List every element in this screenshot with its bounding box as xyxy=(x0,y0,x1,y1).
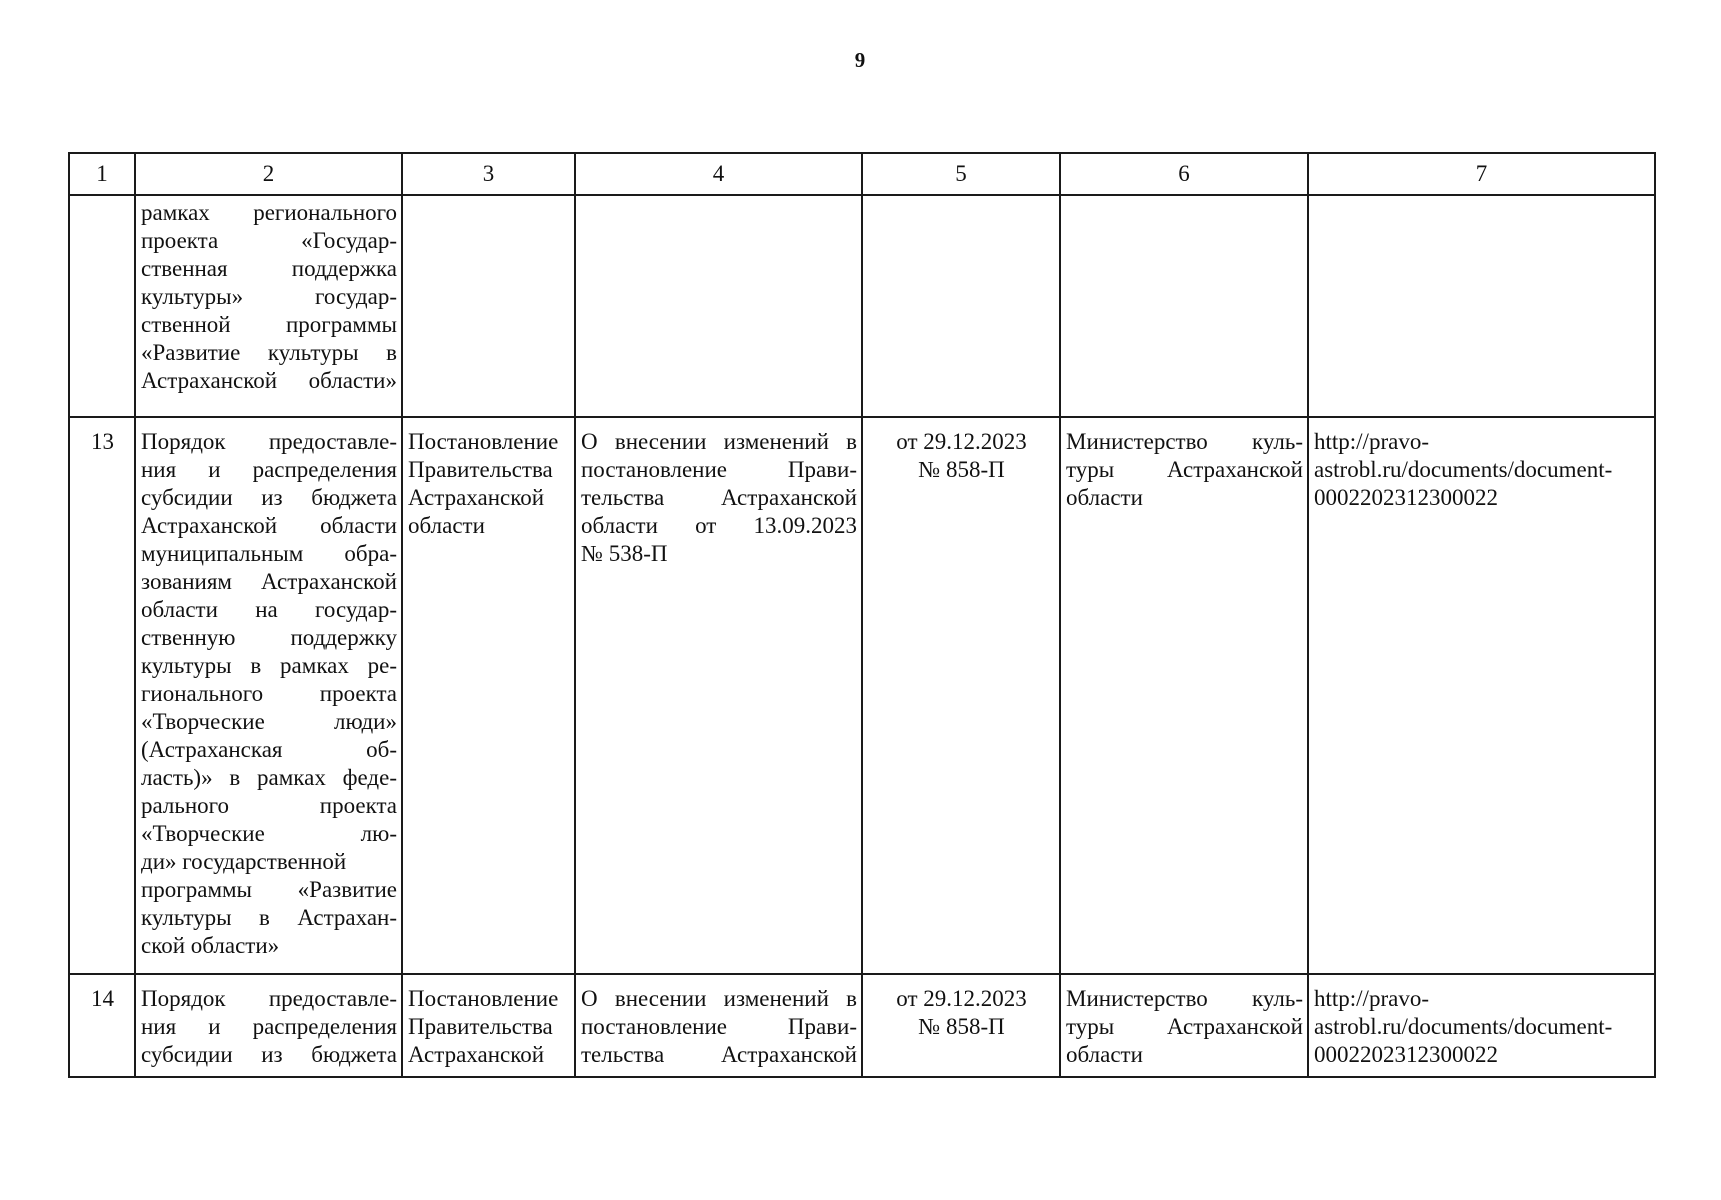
text-line: 0002202312300022 xyxy=(1314,1042,1498,1067)
act-link-cell xyxy=(1308,417,1655,974)
act-change-cell xyxy=(575,974,862,1077)
text-line: туры Астраханской xyxy=(1066,1014,1303,1039)
text-line: Порядок предоставле- xyxy=(141,986,397,1011)
text-line: постановление Прави- xyxy=(581,1014,857,1039)
text-line: области от 13.09.2023 xyxy=(581,513,857,538)
text-line: № 858-П xyxy=(918,457,1005,482)
act-date-cell xyxy=(862,195,1060,417)
text-line: О внесении изменений в xyxy=(581,429,857,454)
text-line: Порядок предоставле- xyxy=(141,429,397,454)
act-title-cell xyxy=(135,195,402,417)
act-title-cell xyxy=(135,974,402,1077)
text-line: субсидии из бюджета xyxy=(141,485,397,510)
text-line: от 29.12.2023 xyxy=(896,429,1027,454)
text-line: Астраханской области» xyxy=(141,368,397,393)
text-line: проекта «Государ- xyxy=(141,228,397,253)
text-line: гионального проекта xyxy=(141,681,397,706)
act-type-cell xyxy=(402,974,575,1077)
text-line: культуры в рамках ре- xyxy=(141,653,397,678)
row-number-cell xyxy=(69,195,135,417)
text-line: области на государ- xyxy=(141,597,397,622)
header-cell-3: 3 xyxy=(402,153,575,195)
text-line: рамках регионального xyxy=(141,200,397,225)
text-line: ди» государственной xyxy=(141,849,347,874)
act-date-cell xyxy=(862,974,1060,1077)
text-line: http://pravo- xyxy=(1314,429,1429,454)
text-line: субсидии из бюджета xyxy=(141,1042,397,1067)
text-line: ственная поддержка xyxy=(141,256,397,281)
text-line: муниципальным обра- xyxy=(141,541,397,566)
text-line: (Астраханская об- xyxy=(141,737,397,762)
text-line: ственную поддержку xyxy=(141,625,397,650)
text-line: области xyxy=(1066,485,1143,510)
text-line: программы «Развитие xyxy=(141,877,397,902)
text-line: Астраханской xyxy=(408,1042,545,1067)
act-title-cell xyxy=(135,417,402,974)
text-line: ласть)» в рамках феде- xyxy=(141,765,397,790)
text-line: Постановление xyxy=(408,429,559,454)
legal-acts-table xyxy=(68,152,1656,1078)
act-link-cell xyxy=(1308,195,1655,417)
text-line: ской области» xyxy=(141,933,280,958)
act-authority-cell xyxy=(1060,974,1308,1077)
text-line: культуры» государ- xyxy=(141,284,397,309)
header-cell-6: 6 xyxy=(1060,153,1308,195)
text-line: области xyxy=(1066,1042,1143,1067)
act-type-cell xyxy=(402,417,575,974)
row-number-cell: 13 xyxy=(69,417,135,974)
act-authority-cell xyxy=(1060,417,1308,974)
header-cell-5: 5 xyxy=(862,153,1060,195)
text-line: 0002202312300022 xyxy=(1314,485,1498,510)
text-line: от 29.12.2023 xyxy=(896,986,1027,1011)
row-number-cell: 14 xyxy=(69,974,135,1077)
text-line: ния и распределения xyxy=(141,1014,397,1039)
text-line: ственной программы xyxy=(141,312,397,337)
text-line: Постановление xyxy=(408,986,559,1011)
text-line: зованиям Астраханской xyxy=(141,569,397,594)
table-row-13 xyxy=(69,417,1655,974)
text-line: http://pravo- xyxy=(1314,986,1429,1011)
table-row-14 xyxy=(69,974,1655,1077)
text-line: Министерство куль- xyxy=(1066,986,1303,1011)
table-row-continuation xyxy=(69,195,1655,417)
text-line: Астраханской области xyxy=(141,513,397,538)
text-line: Правительства xyxy=(408,1014,553,1039)
act-change-cell xyxy=(575,195,862,417)
text-line: Правительства xyxy=(408,457,553,482)
act-type-cell xyxy=(402,195,575,417)
text-line: «Творческие лю- xyxy=(141,821,397,846)
text-line: культуры в Астрахан- xyxy=(141,905,397,930)
text-line: постановление Прави- xyxy=(581,457,857,482)
text-line: Астраханской xyxy=(408,485,545,510)
text-line: astrobl.ru/documents/document- xyxy=(1314,1014,1613,1039)
act-date-cell xyxy=(862,417,1060,974)
text-line: № 538-П xyxy=(581,541,668,566)
text-line: тельства Астраханской xyxy=(581,1042,857,1067)
page-number: 9 xyxy=(854,48,867,72)
header-cell-1: 1 xyxy=(69,153,135,195)
text-line: «Творческие люди» xyxy=(141,709,397,734)
text-line: ния и распределения xyxy=(141,457,397,482)
text-line: рального проекта xyxy=(141,793,397,818)
text-line: тельства Астраханской xyxy=(581,485,857,510)
text-line: astrobl.ru/documents/document- xyxy=(1314,457,1613,482)
text-line: Министерство куль- xyxy=(1066,429,1303,454)
text-line: «Развитие культуры в xyxy=(141,340,397,365)
header-cell-7: 7 xyxy=(1308,153,1655,195)
text-line: № 858-П xyxy=(918,1014,1005,1039)
header-cell-2: 2 xyxy=(135,153,402,195)
table-header-row xyxy=(69,153,1655,195)
text-line: области xyxy=(408,513,485,538)
act-change-cell xyxy=(575,417,862,974)
text-line: туры Астраханской xyxy=(1066,457,1303,482)
header-cell-4: 4 xyxy=(575,153,862,195)
act-authority-cell xyxy=(1060,195,1308,417)
text-line: О внесении изменений в xyxy=(581,986,857,1011)
act-link-cell xyxy=(1308,974,1655,1077)
